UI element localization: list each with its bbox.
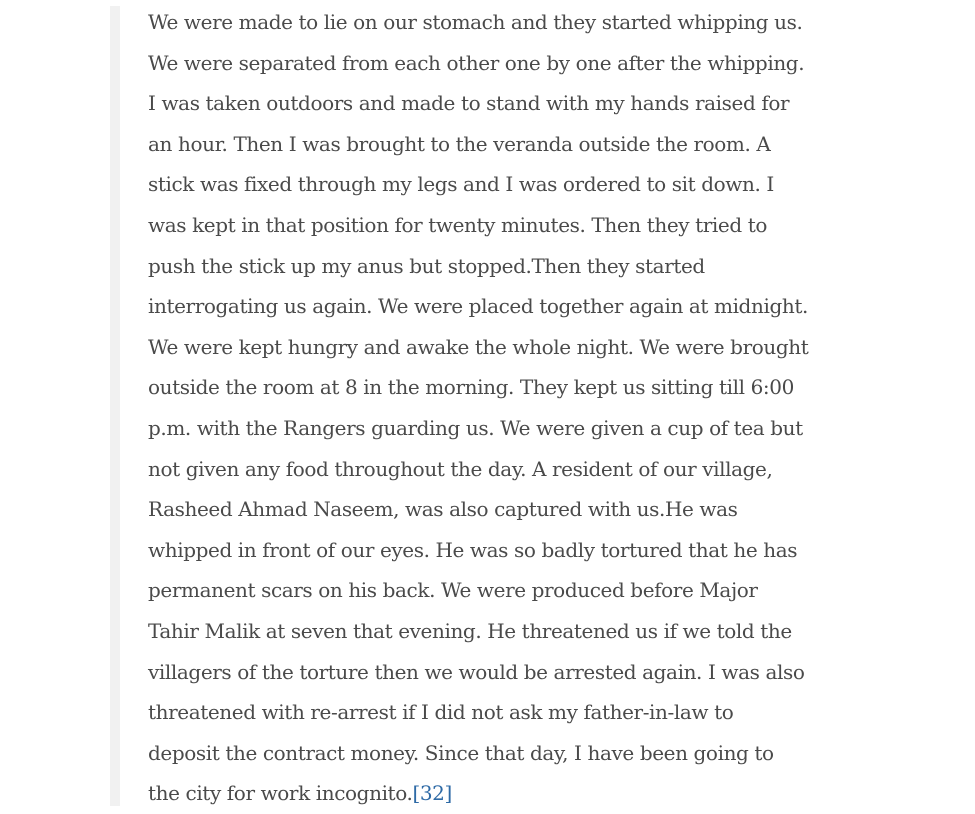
- quote-line: push the stick up my anus but stopped.Then they started: [148, 253, 705, 278]
- quote-line: outside the room at 8 in the morning. They kept us sitting till 6:00: [148, 375, 794, 400]
- quote-line: deposit the contract money. Since that day, I have been going to: [148, 740, 774, 765]
- testimony-blockquote: [148, 2, 848, 814]
- quote-line: was kept in that position for twenty minutes. Then they tried to: [148, 212, 767, 237]
- quote-line: I was taken outdoors and made to stand with my hands raised for: [148, 91, 790, 116]
- quote-line: threatened with re-arrest if I did not ask my father-in-law to: [148, 700, 734, 725]
- quote-line: whipped in front of our eyes. He was so badly tortured that he has: [148, 537, 798, 562]
- quote-line: Rasheed Ahmad Naseem, was also captured with us.He was: [148, 497, 738, 522]
- quote-line: We were kept hungry and awake the whole night. We were brought: [148, 334, 809, 359]
- quote-line: interrogating us again. We were placed together again at midnight.: [148, 294, 808, 319]
- quote-line: stick was fixed through my legs and I was ordered to sit down. I: [148, 172, 774, 197]
- blockquote-bar: [110, 6, 120, 806]
- quote-line: not given any food throughout the day. A resident of our village,: [148, 456, 773, 481]
- quote-line-last: [148, 773, 848, 814]
- quote-line: We were separated from each other one by one after the whipping.: [148, 50, 805, 75]
- quote-line: Tahir Malik at seven that evening. He threatened us if we told the: [148, 618, 792, 643]
- footnote-link[interactable]: [32]: [412, 781, 452, 806]
- quote-line: permanent scars on his back. We were produced before Major: [148, 578, 758, 603]
- quote-line: p.m. with the Rangers guarding us. We were given a cup of tea but: [148, 415, 803, 440]
- quote-line-text: the city for work incognito.: [148, 781, 413, 806]
- quote-line: an hour. Then I was brought to the veranda outside the room. A: [148, 131, 771, 156]
- quote-line: villagers of the torture then we would be arrested again. I was also: [148, 659, 805, 684]
- quote-line: We were made to lie on our stomach and they started whipping us.: [148, 10, 803, 34]
